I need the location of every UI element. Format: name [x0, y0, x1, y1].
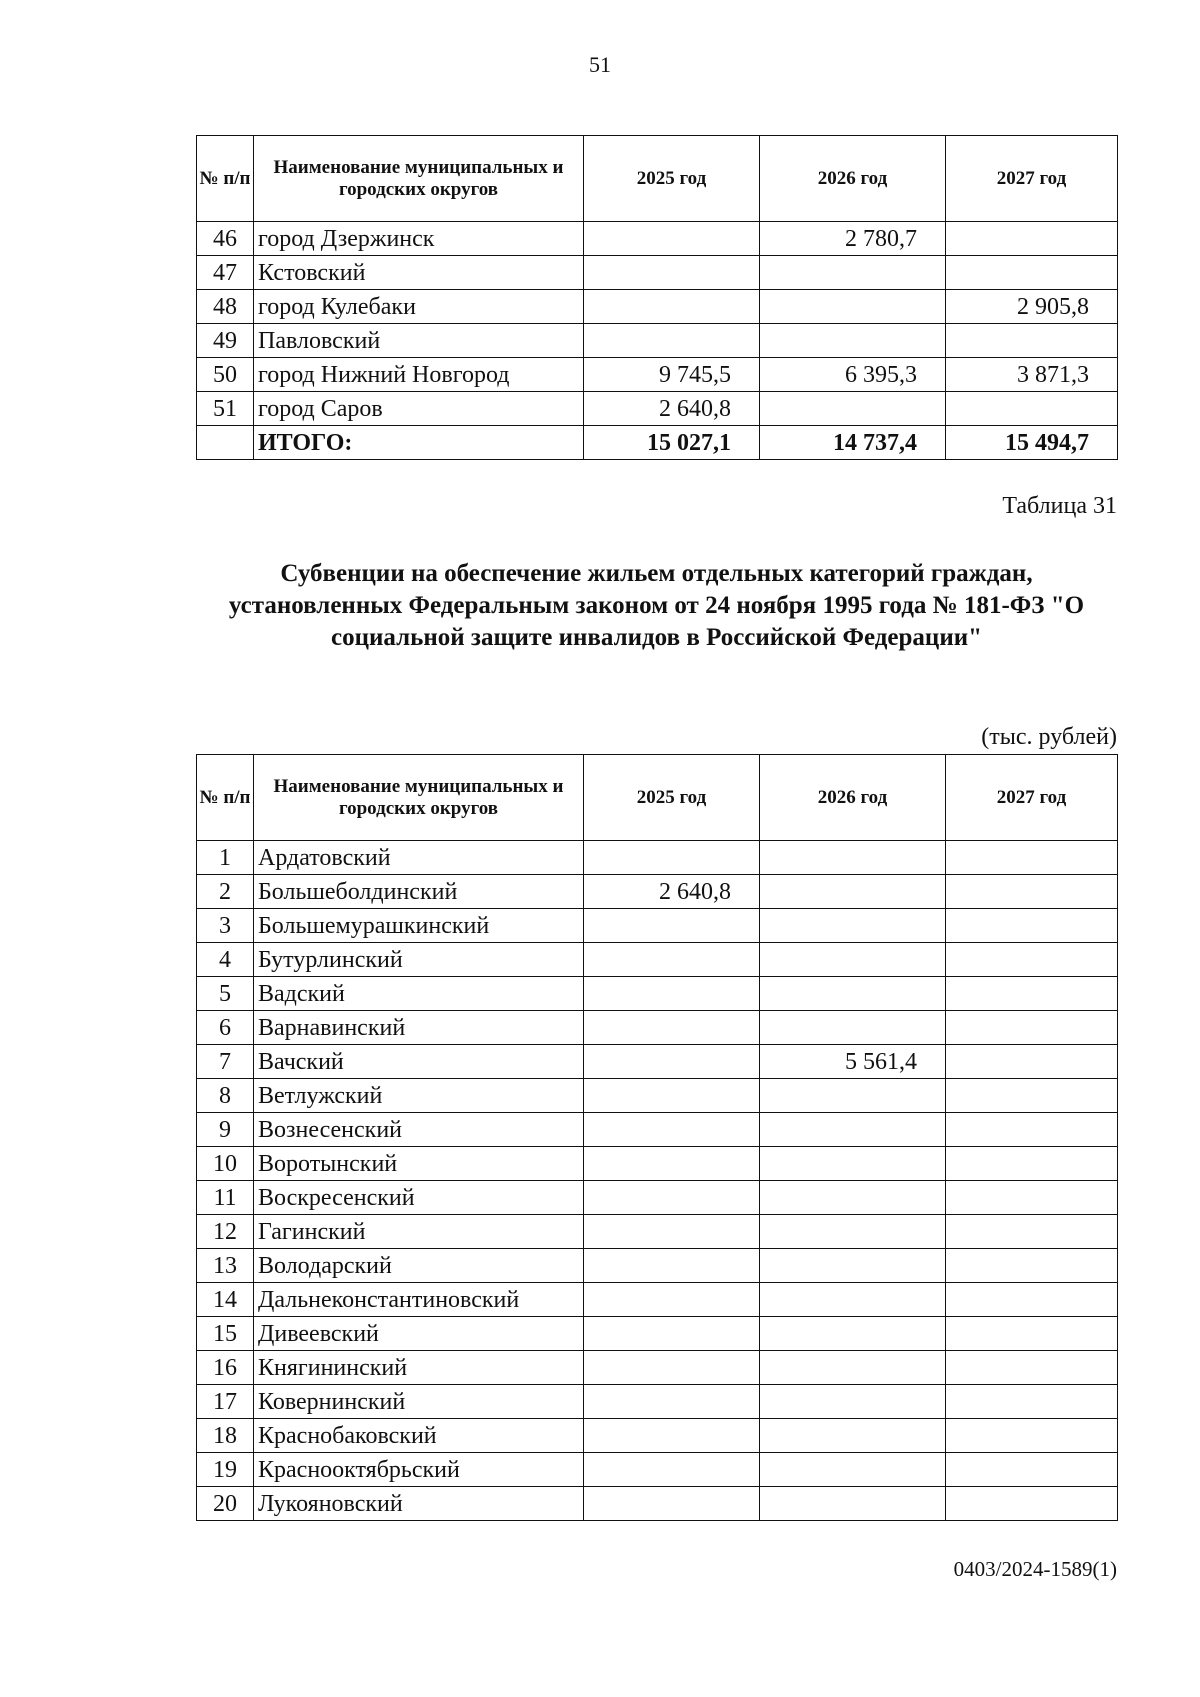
row-name: Дивеевский — [254, 1317, 584, 1351]
header-2027: 2027 год — [946, 136, 1118, 222]
row-name: город Нижний Новгород — [254, 358, 584, 392]
row-value-2027 — [946, 1419, 1118, 1453]
table-row — [197, 1181, 1118, 1215]
row-name: город Кулебаки — [254, 290, 584, 324]
table-row — [197, 1419, 1118, 1453]
table-row — [197, 1283, 1118, 1317]
row-number: 8 — [197, 1079, 254, 1113]
row-value-2027 — [946, 256, 1118, 290]
table-row — [197, 841, 1118, 875]
row-name: Варнавинский — [254, 1011, 584, 1045]
row-value-2027 — [946, 1249, 1118, 1283]
row-value-2027 — [946, 1283, 1118, 1317]
header-num: № п/п — [197, 755, 254, 841]
row-value-2026 — [760, 909, 946, 943]
row-number: 7 — [197, 1045, 254, 1079]
total-2025: 15 027,1 — [584, 426, 760, 460]
row-value-2026 — [760, 1453, 946, 1487]
row-value-2027 — [946, 1079, 1118, 1113]
row-value-2026 — [760, 977, 946, 1011]
row-value-2027 — [946, 943, 1118, 977]
row-value-2025 — [584, 841, 760, 875]
row-name: Вадский — [254, 977, 584, 1011]
row-value-2027 — [946, 875, 1118, 909]
row-value-2025 — [584, 222, 760, 256]
table-row — [197, 1079, 1118, 1113]
table-row — [197, 1351, 1118, 1385]
row-name: Кстовский — [254, 256, 584, 290]
row-value-2027 — [946, 1351, 1118, 1385]
row-value-2026 — [760, 1385, 946, 1419]
row-number: 12 — [197, 1215, 254, 1249]
header-2025: 2025 год — [584, 755, 760, 841]
table-row — [197, 1113, 1118, 1147]
row-value-2027 — [946, 222, 1118, 256]
row-value-2025 — [584, 1419, 760, 1453]
row-number: 46 — [197, 222, 254, 256]
row-number: 1 — [197, 841, 254, 875]
row-number: 18 — [197, 1419, 254, 1453]
row-value-2026 — [760, 256, 946, 290]
row-number: 6 — [197, 1011, 254, 1045]
total-2026: 14 737,4 — [760, 426, 946, 460]
total-label: ИТОГО: — [254, 426, 584, 460]
table-caption: Таблица 31 — [1002, 493, 1117, 519]
row-value-2027 — [946, 1385, 1118, 1419]
row-number: 5 — [197, 977, 254, 1011]
row-value-2026: 6 395,3 — [760, 358, 946, 392]
row-value-2026 — [760, 1317, 946, 1351]
row-value-2025 — [584, 1215, 760, 1249]
row-value-2025 — [584, 256, 760, 290]
header-2025: 2025 год — [584, 136, 760, 222]
row-value-2025 — [584, 1351, 760, 1385]
row-number: 19 — [197, 1453, 254, 1487]
row-value-2027 — [946, 1487, 1118, 1521]
row-value-2027 — [946, 909, 1118, 943]
row-value-2025: 9 745,5 — [584, 358, 760, 392]
row-value-2025 — [584, 1283, 760, 1317]
table-row — [197, 358, 1118, 392]
row-value-2026 — [760, 1215, 946, 1249]
row-value-2026 — [760, 875, 946, 909]
row-number: 51 — [197, 392, 254, 426]
row-name: Ардатовский — [254, 841, 584, 875]
row-number: 9 — [197, 1113, 254, 1147]
row-value-2026 — [760, 1419, 946, 1453]
table-row — [197, 1487, 1118, 1521]
row-value-2026 — [760, 1079, 946, 1113]
header-name: Наименование муниципальных и городских округов — [254, 755, 584, 841]
total-2027: 15 494,7 — [946, 426, 1118, 460]
row-value-2025 — [584, 1045, 760, 1079]
table-row — [197, 290, 1118, 324]
row-value-2025 — [584, 909, 760, 943]
row-value-2025 — [584, 1079, 760, 1113]
row-value-2025 — [584, 1011, 760, 1045]
row-name: Ветлужский — [254, 1079, 584, 1113]
row-value-2025 — [584, 1181, 760, 1215]
row-value-2025 — [584, 290, 760, 324]
row-number: 15 — [197, 1317, 254, 1351]
page-number: 51 — [589, 52, 611, 77]
document-id: 0403/2024-1589(1) — [953, 1557, 1117, 1581]
table-row — [197, 1453, 1118, 1487]
row-number: 10 — [197, 1147, 254, 1181]
row-name: Дальнеконстантиновский — [254, 1283, 584, 1317]
row-name: Павловский — [254, 324, 584, 358]
row-value-2027 — [946, 1147, 1118, 1181]
table-title: Субвенции на обеспечение жильем отдельных категорий граждан, установленных Федеральным законом от 24 ноября 1995 года № 181-ФЗ "О социальной защите инвалидов в Российской Федерации" — [228, 560, 1085, 651]
row-number: 16 — [197, 1351, 254, 1385]
row-value-2025 — [584, 1487, 760, 1521]
row-value-2027 — [946, 324, 1118, 358]
table-row — [197, 1011, 1118, 1045]
row-value-2025 — [584, 1317, 760, 1351]
row-number: 2 — [197, 875, 254, 909]
table-header-row — [197, 755, 1118, 841]
row-number: 13 — [197, 1249, 254, 1283]
row-value-2025 — [584, 1385, 760, 1419]
table-row — [197, 875, 1118, 909]
table-header-row — [197, 136, 1118, 222]
table-row — [197, 392, 1118, 426]
header-2026: 2026 год — [760, 755, 946, 841]
row-value-2027 — [946, 1011, 1118, 1045]
row-name: Большеболдинский — [254, 875, 584, 909]
row-value-2025 — [584, 1113, 760, 1147]
row-value-2026: 2 780,7 — [760, 222, 946, 256]
row-value-2026: 5 561,4 — [760, 1045, 946, 1079]
row-value-2026 — [760, 1113, 946, 1147]
row-name: Вачский — [254, 1045, 584, 1079]
row-value-2027 — [946, 1317, 1118, 1351]
table-row — [197, 1249, 1118, 1283]
row-value-2026 — [760, 392, 946, 426]
row-value-2025 — [584, 1453, 760, 1487]
row-name: Княгининский — [254, 1351, 584, 1385]
row-value-2027 — [946, 1453, 1118, 1487]
row-value-2025: 2 640,8 — [584, 875, 760, 909]
header-name: Наименование муниципальных и городских округов — [254, 136, 584, 222]
row-name: Лукояновский — [254, 1487, 584, 1521]
table-top — [196, 135, 1118, 460]
row-name: Воскресенский — [254, 1181, 584, 1215]
row-name: Воротынский — [254, 1147, 584, 1181]
row-value-2026 — [760, 1011, 946, 1045]
row-name: Большемурашкинский — [254, 909, 584, 943]
table-row — [197, 1317, 1118, 1351]
row-value-2026 — [760, 1147, 946, 1181]
row-number: 48 — [197, 290, 254, 324]
row-value-2026 — [760, 324, 946, 358]
row-value-2027 — [946, 1215, 1118, 1249]
header-num: № п/п — [197, 136, 254, 222]
row-number: 47 — [197, 256, 254, 290]
row-value-2027 — [946, 1181, 1118, 1215]
row-number: 14 — [197, 1283, 254, 1317]
row-value-2026 — [760, 1249, 946, 1283]
row-name: Бутурлинский — [254, 943, 584, 977]
row-value-2025 — [584, 1249, 760, 1283]
table-row — [197, 1215, 1118, 1249]
row-value-2027 — [946, 1113, 1118, 1147]
row-number: 49 — [197, 324, 254, 358]
row-value-2027: 2 905,8 — [946, 290, 1118, 324]
row-name: Вознесенский — [254, 1113, 584, 1147]
table-row — [197, 977, 1118, 1011]
table-bottom — [196, 754, 1118, 1521]
row-value-2026 — [760, 1351, 946, 1385]
row-number: 4 — [197, 943, 254, 977]
row-value-2026 — [760, 943, 946, 977]
row-value-2025 — [584, 943, 760, 977]
row-value-2027 — [946, 392, 1118, 426]
row-number: 3 — [197, 909, 254, 943]
table-row — [197, 1385, 1118, 1419]
row-name: Краснооктябрьский — [254, 1453, 584, 1487]
table-row — [197, 324, 1118, 358]
row-name: город Дзержинск — [254, 222, 584, 256]
table-row — [197, 1147, 1118, 1181]
units-label: (тыс. рублей) — [981, 724, 1117, 750]
table-row — [197, 1045, 1118, 1079]
total-num-cell — [197, 426, 254, 460]
header-2026: 2026 год — [760, 136, 946, 222]
row-value-2025 — [584, 324, 760, 358]
row-name: Володарский — [254, 1249, 584, 1283]
row-name: город Саров — [254, 392, 584, 426]
row-number: 20 — [197, 1487, 254, 1521]
row-name: Краснобаковский — [254, 1419, 584, 1453]
row-value-2026 — [760, 1487, 946, 1521]
table-row — [197, 222, 1118, 256]
row-value-2025: 2 640,8 — [584, 392, 760, 426]
row-name: Ковернинский — [254, 1385, 584, 1419]
table-row — [197, 943, 1118, 977]
table-row — [197, 256, 1118, 290]
row-value-2027 — [946, 977, 1118, 1011]
row-value-2025 — [584, 1147, 760, 1181]
row-value-2025 — [584, 977, 760, 1011]
row-number: 17 — [197, 1385, 254, 1419]
row-value-2027 — [946, 841, 1118, 875]
table-row — [197, 909, 1118, 943]
row-value-2026 — [760, 1283, 946, 1317]
row-value-2026 — [760, 290, 946, 324]
row-value-2027 — [946, 1045, 1118, 1079]
row-value-2026 — [760, 1181, 946, 1215]
row-value-2026 — [760, 841, 946, 875]
row-value-2027: 3 871,3 — [946, 358, 1118, 392]
row-number: 50 — [197, 358, 254, 392]
row-number: 11 — [197, 1181, 254, 1215]
total-row — [197, 426, 1118, 460]
header-2027: 2027 год — [946, 755, 1118, 841]
row-name: Гагинский — [254, 1215, 584, 1249]
